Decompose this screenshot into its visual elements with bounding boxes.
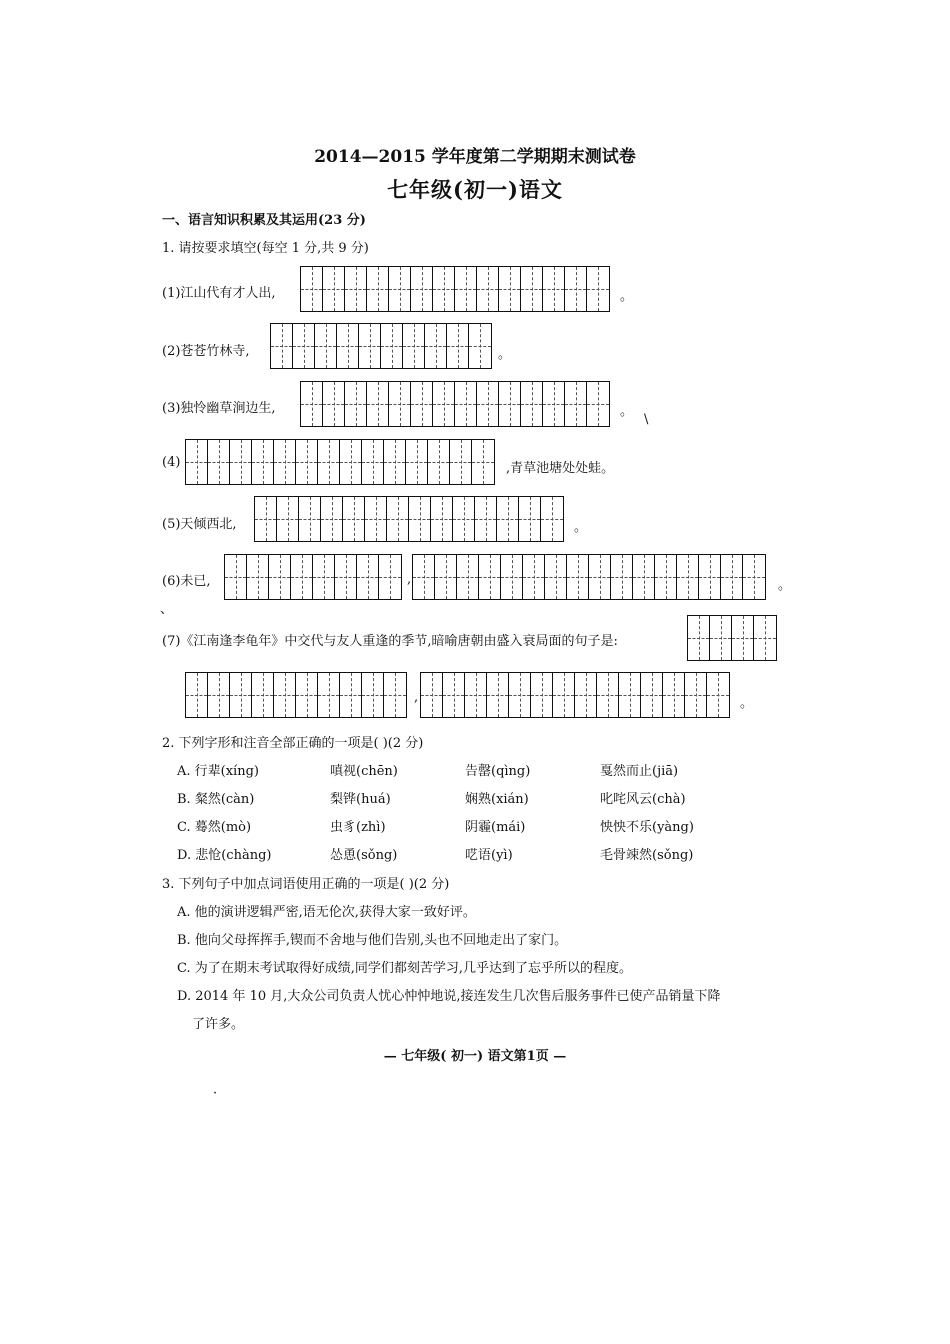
q2-option-c-1: C. 蓦然(mò) — [177, 820, 252, 835]
grid-cell[interactable] — [699, 555, 721, 599]
grid-cell[interactable] — [443, 673, 465, 717]
grid-cell[interactable] — [565, 267, 587, 311]
grid-cell[interactable] — [433, 382, 455, 426]
grid-cell[interactable] — [277, 497, 299, 541]
q3-option-b: B. 他向父母挥挥手,锲而不舍地与他们告别,头也不回地走出了家门。 — [177, 933, 568, 948]
grid-cell[interactable] — [337, 324, 359, 368]
grid-cell[interactable] — [633, 555, 655, 599]
q1-item-6-comma: , — [407, 572, 412, 587]
grid-cell[interactable] — [186, 440, 208, 484]
grid-cell[interactable] — [611, 555, 633, 599]
grid-cell[interactable] — [411, 382, 433, 426]
grid-cell[interactable] — [455, 382, 477, 426]
grid-cell[interactable] — [431, 497, 453, 541]
grid-cell[interactable] — [186, 673, 208, 717]
grid-cell[interactable] — [345, 382, 367, 426]
q3-option-c: C. 为了在期末考试取得好成绩,同学们都刻苦学习,几乎达到了忘乎所以的程度。 — [177, 961, 633, 976]
grid-cell[interactable] — [435, 555, 457, 599]
grid-cell[interactable] — [271, 324, 293, 368]
grid-cell[interactable] — [345, 267, 367, 311]
q2-option-b-4: 叱咤风云(chà) — [600, 792, 686, 807]
grid-cell[interactable] — [357, 555, 379, 599]
grid-cell[interactable] — [225, 555, 247, 599]
grid-cell[interactable] — [457, 555, 479, 599]
q1-stem: 1. 请按要求填空(每空 1 分,共 9 分) — [162, 241, 369, 256]
answer-grid-7c[interactable] — [420, 672, 730, 718]
grid-cell[interactable] — [384, 673, 406, 717]
grid-cell[interactable] — [247, 555, 269, 599]
grid-cell[interactable] — [318, 440, 340, 484]
q2-option-d-2: 怂恿(sǒng) — [330, 848, 398, 863]
grid-cell[interactable] — [663, 673, 685, 717]
grid-cell[interactable] — [479, 555, 501, 599]
grid-cell[interactable] — [252, 673, 274, 717]
grid-cell[interactable] — [299, 497, 321, 541]
grid-cell[interactable] — [543, 267, 565, 311]
answer-grid-2[interactable] — [270, 323, 492, 369]
q1-item-4-prefix: (4) — [162, 455, 181, 470]
grid-cell[interactable] — [721, 555, 743, 599]
grid-cell[interactable] — [521, 382, 543, 426]
grid-cell[interactable] — [313, 555, 335, 599]
grid-cell[interactable] — [521, 267, 543, 311]
q2-option-a-2: 嗔视(chēn) — [330, 764, 398, 779]
grid-cell[interactable] — [677, 555, 699, 599]
grid-cell[interactable] — [365, 497, 387, 541]
grid-cell[interactable] — [433, 267, 455, 311]
q3-option-a: A. 他的演讲逻辑严密,语无伦次,获得大家一致好评。 — [177, 905, 476, 920]
grid-cell[interactable] — [274, 673, 296, 717]
q1-item-3-prefix: (3)独怜幽草涧边生, — [162, 401, 276, 416]
section-1-heading: 一、语言知识积累及其运用(23 分) — [162, 213, 366, 228]
grid-cell[interactable] — [384, 440, 406, 484]
grid-cell[interactable] — [340, 440, 362, 484]
grid-cell[interactable] — [343, 497, 365, 541]
grid-cell[interactable] — [381, 324, 403, 368]
q1-item-2-suffix: 。 — [498, 347, 512, 362]
answer-grid-4[interactable] — [185, 439, 495, 485]
q3-option-d: D. 2014 年 10 月,大众公司负责人忧心忡忡地说,接连发生几次售后服务事件已使产品销量下降 — [177, 989, 721, 1004]
q2-option-c-2: 虫豸(zhì) — [330, 820, 386, 835]
grid-cell[interactable] — [230, 673, 252, 717]
q2-option-c-4: 怏怏不乐(yàng) — [600, 820, 694, 835]
q2-option-a-1: A. 行辈(xíng) — [177, 764, 259, 779]
q1-item-7-prefix: (7)《江南逢李龟年》中交代与友人重逢的季节,暗喻唐朝由盛入衰局面的句子是: — [162, 634, 618, 649]
grid-cell[interactable] — [567, 555, 589, 599]
grid-cell[interactable] — [340, 673, 362, 717]
grid-cell[interactable] — [743, 555, 765, 599]
grid-cell[interactable] — [469, 324, 491, 368]
q2-option-c-3: 阴霾(mái) — [465, 820, 526, 835]
q2-option-b-3: 娴熟(xián) — [465, 792, 529, 807]
grid-cell[interactable] — [379, 555, 401, 599]
grid-cell[interactable] — [413, 555, 435, 599]
answer-grid-7a[interactable] — [687, 615, 777, 661]
grid-cell[interactable] — [323, 267, 345, 311]
q1-item-7-suffix: 。 — [740, 696, 754, 711]
grid-cell[interactable] — [477, 267, 499, 311]
q2-option-d-1: D. 悲怆(chàng) — [177, 848, 272, 863]
q2-option-d-4: 毛骨竦然(sǒng) — [600, 848, 694, 863]
grid-cell[interactable] — [453, 497, 475, 541]
grid-cell[interactable] — [455, 267, 477, 311]
grid-cell[interactable] — [519, 497, 541, 541]
grid-cell[interactable] — [389, 267, 411, 311]
grid-cell[interactable] — [475, 497, 497, 541]
grid-cell[interactable] — [732, 616, 754, 660]
grid-cell[interactable] — [230, 440, 252, 484]
grid-cell[interactable] — [710, 616, 732, 660]
grid-cell[interactable] — [565, 382, 587, 426]
grid-cell[interactable] — [335, 555, 357, 599]
grid-cell[interactable] — [499, 382, 521, 426]
grid-cell[interactable] — [208, 440, 230, 484]
grid-cell[interactable] — [296, 673, 318, 717]
grid-cell[interactable] — [315, 324, 337, 368]
grid-cell[interactable] — [619, 673, 641, 717]
grid-cell[interactable] — [587, 382, 609, 426]
scan-speck: 、 — [160, 602, 174, 617]
grid-cell[interactable] — [301, 382, 323, 426]
grid-cell[interactable] — [707, 673, 729, 717]
q2-option-a-4: 戛然而止(jiā) — [600, 764, 679, 779]
grid-cell[interactable] — [409, 497, 431, 541]
grid-cell[interactable] — [359, 324, 381, 368]
q2-option-a-3: 告罄(qìng) — [465, 764, 531, 779]
q1-item-1-suffix: 。 — [620, 289, 634, 304]
q1-item-7-comma: , — [414, 690, 419, 705]
grid-cell[interactable] — [293, 324, 315, 368]
q1-item-6-suffix: 。 — [778, 578, 792, 593]
q1-item-1-prefix: (1)江山代有才人出, — [162, 286, 276, 301]
grid-cell[interactable] — [367, 382, 389, 426]
grid-cell[interactable] — [531, 673, 553, 717]
grid-cell[interactable] — [477, 382, 499, 426]
answer-grid-1[interactable] — [300, 266, 610, 312]
grid-cell[interactable] — [321, 497, 343, 541]
grid-cell[interactable] — [291, 555, 313, 599]
q1-item-5-suffix: 。 — [574, 520, 588, 535]
grid-cell[interactable] — [541, 497, 563, 541]
grid-cell[interactable] — [318, 673, 340, 717]
q1-item-4-suffix: ,青草池塘处处蛙。 — [506, 461, 615, 476]
q2-option-d-3: 呓语(yì) — [465, 848, 513, 863]
grid-cell[interactable] — [323, 382, 345, 426]
grid-cell[interactable] — [447, 324, 469, 368]
grid-cell[interactable] — [499, 267, 521, 311]
q2-option-b-2: 梨铧(huá) — [330, 792, 391, 807]
exam-subtitle: 七年级(初一)语文 — [387, 177, 563, 202]
page-footer: — 七年级( 初一) 语文第1页 — — [383, 1049, 567, 1064]
scan-speck: \ — [644, 412, 649, 427]
q3-stem: 3. 下列句子中加点词语使用正确的一项是( )(2 分) — [162, 877, 450, 892]
grid-cell[interactable] — [501, 555, 523, 599]
grid-cell[interactable] — [641, 673, 663, 717]
grid-cell[interactable] — [269, 555, 291, 599]
grid-cell[interactable] — [208, 673, 230, 717]
grid-cell[interactable] — [575, 673, 597, 717]
grid-cell[interactable] — [523, 555, 545, 599]
grid-cell[interactable] — [421, 673, 443, 717]
grid-cell[interactable] — [425, 324, 447, 368]
grid-cell[interactable] — [255, 497, 277, 541]
grid-cell[interactable] — [472, 440, 494, 484]
grid-cell[interactable] — [362, 673, 384, 717]
grid-cell[interactable] — [411, 267, 433, 311]
q1-item-3-suffix: 。 — [620, 404, 634, 419]
grid-cell[interactable] — [497, 497, 519, 541]
grid-cell[interactable] — [754, 616, 776, 660]
grid-cell[interactable] — [362, 440, 384, 484]
grid-cell[interactable] — [553, 673, 575, 717]
q2-option-b-1: B. 粲然(càn) — [177, 792, 255, 807]
answer-grid-5[interactable] — [254, 496, 564, 542]
q2-stem: 2. 下列字形和注音全部正确的一项是( )(2 分) — [162, 736, 424, 751]
grid-cell[interactable] — [406, 440, 428, 484]
grid-cell[interactable] — [389, 382, 411, 426]
grid-cell[interactable] — [367, 267, 389, 311]
q3-option-d-continued: 了许多。 — [192, 1017, 245, 1032]
q1-item-6-prefix: (6)未已, — [162, 574, 211, 589]
q1-item-2-prefix: (2)苍苍竹林寺, — [162, 344, 250, 359]
answer-grid-6b[interactable] — [412, 554, 766, 600]
grid-cell[interactable] — [509, 673, 531, 717]
grid-cell[interactable] — [252, 440, 274, 484]
grid-cell[interactable] — [685, 673, 707, 717]
grid-cell[interactable] — [655, 555, 677, 599]
grid-cell[interactable] — [543, 382, 565, 426]
grid-cell[interactable] — [403, 324, 425, 368]
grid-cell[interactable] — [589, 555, 611, 599]
answer-grid-6a[interactable] — [224, 554, 402, 600]
q1-item-5-prefix: (5)天倾西北, — [162, 517, 237, 532]
grid-cell[interactable] — [301, 267, 323, 311]
grid-cell[interactable] — [688, 616, 710, 660]
grid-cell[interactable] — [450, 440, 472, 484]
answer-grid-7b[interactable] — [185, 672, 407, 718]
grid-cell[interactable] — [587, 267, 609, 311]
grid-cell[interactable] — [465, 673, 487, 717]
exam-title: 2014—2015 学年度第二学期期末测试卷 — [314, 147, 636, 167]
answer-grid-3[interactable] — [300, 381, 610, 427]
grid-cell[interactable] — [428, 440, 450, 484]
scan-speck: · — [213, 1086, 218, 1101]
grid-cell[interactable] — [274, 440, 296, 484]
grid-cell[interactable] — [597, 673, 619, 717]
grid-cell[interactable] — [296, 440, 318, 484]
grid-cell[interactable] — [387, 497, 409, 541]
grid-cell[interactable] — [487, 673, 509, 717]
grid-cell[interactable] — [545, 555, 567, 599]
